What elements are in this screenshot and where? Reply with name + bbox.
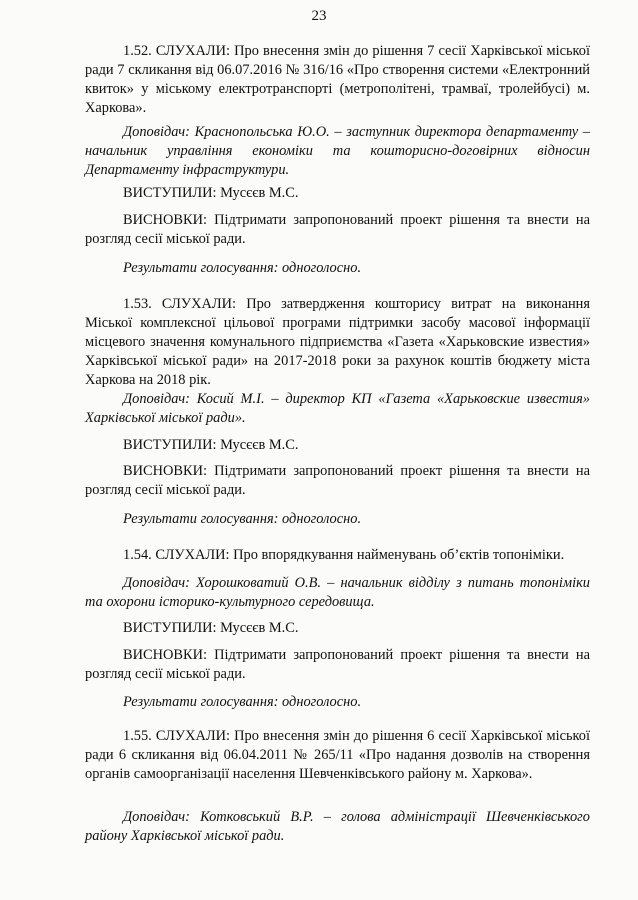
item-1-52-heard: 1.52. СЛУХАЛИ: Про внесення змін до рішення 7 сесії Харківської міської ради 7 скликання від 06.07.2016 № 316/16 «Про створення системи «Електронний квиток» у міському електротранспорті (метрополітені, трамваї, тролейбусі) м. Харкова».: [85, 43, 590, 116]
item-1-53-conclusions: ВИСНОВКИ: Підтримати запропонований проект рішення та внести на розгляд сесії міської ради.: [85, 463, 590, 498]
item-1-53-reporter: Доповідач: Косий М.І. – директор КП «Газета «Харьковские известия» Харківської міської ради».: [85, 391, 590, 426]
item-1-52-spoke: ВИСТУПИЛИ: Мусєєв М.С.: [123, 185, 299, 201]
item-1-53-spoke: ВИСТУПИЛИ: Мусєєв М.С.: [123, 437, 299, 453]
page-number: 23: [311, 8, 327, 24]
item-1-54-spoke: ВИСТУПИЛИ: Мусєєв М.С.: [123, 620, 299, 636]
item-1-52-reporter: Доповідач: Краснопольська Ю.О. – заступник директора департаменту – начальник управління економіки та кошторисно-договірних відносин Департаменту інфраструктури.: [85, 124, 590, 178]
item-1-52-conclusions: ВИСНОВКИ: Підтримати запропонований проект рішення та внести на розгляд сесії міської ради.: [85, 212, 590, 247]
item-1-54-heard: 1.54. СЛУХАЛИ: Про впорядкування найменувань об’єктів топоніміки.: [123, 547, 565, 563]
item-1-52-vote: Результати голосування: одноголосно.: [123, 260, 362, 276]
item-1-54-conclusions: ВИСНОВКИ: Підтримати запропонований проект рішення та внести на розгляд сесії міської ради.: [85, 647, 590, 682]
item-1-54-reporter: Доповідач: Хорошковатий О.В. – начальник відділу з питань топоніміки та охорони історико-культурного середовища.: [85, 575, 590, 610]
item-1-55-heard: 1.55. СЛУХАЛИ: Про внесення змін до рішення 6 сесії Харківської міської ради 6 скликання від 06.04.2011 № 265/11 «Про надання дозволів на створення органів самоорганізації населення Шевченківського району м. Харкова».: [85, 728, 590, 782]
item-1-53-vote: Результати голосування: одноголосно.: [123, 511, 362, 527]
item-1-55-reporter: Доповідач: Котковський В.Р. – голова адміністрації Шевченківського району Харківської міської ради.: [85, 809, 590, 844]
item-1-54-vote: Результати голосування: одноголосно.: [123, 694, 362, 710]
item-1-53-heard: 1.53. СЛУХАЛИ: Про затвердження кошторису витрат на виконання Міської комплексної цільової програми підтримки засобу масової інформації місцевого значення комунального підприємства «Газета «Харьковские известия» Харківської міської ради» на 2017-2018 роки за рахунок коштів бюджету міста Харкова на 2018 рік.: [85, 296, 590, 388]
